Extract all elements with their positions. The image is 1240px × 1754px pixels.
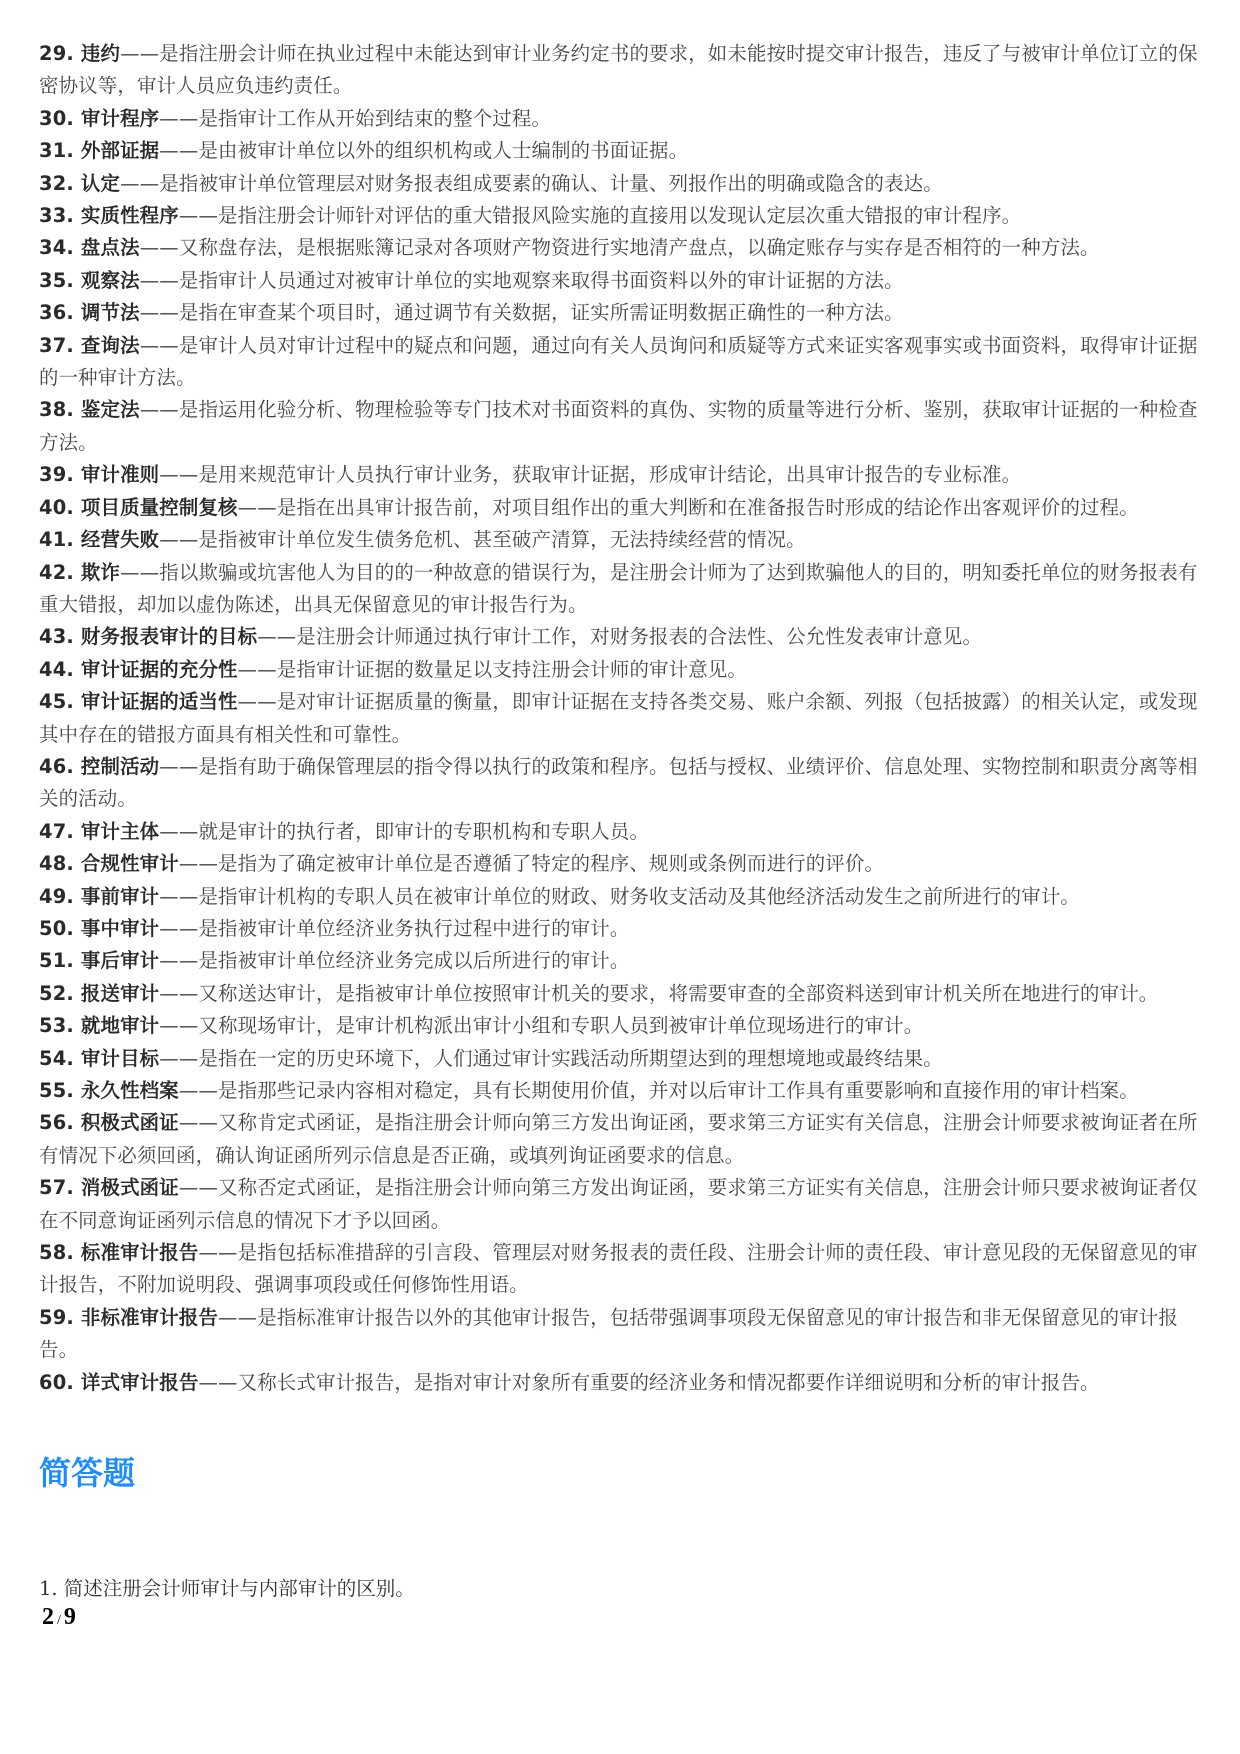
glossary-item: [39, 654, 1211, 686]
glossary-item: [39, 297, 1211, 329]
glossary-term: 30. 审计程序: [39, 106, 160, 130]
glossary-definition: ——就是审计的执行者，即审计的专职机构和专职人员。: [159, 819, 650, 843]
glossary-item: [39, 557, 1211, 622]
glossary-definition: ——是指注册会计师针对评估的重大错报风险实施的直接用以发现认定层次重大错报的审计程序。: [178, 204, 1022, 228]
glossary-term: 48. 合规性审计: [39, 852, 179, 876]
glossary-definition: ——是指审计工作从开始到结束的整个过程。: [159, 106, 552, 130]
glossary-term: 58. 标准审计报告: [39, 1241, 199, 1265]
glossary-item: [39, 168, 1211, 200]
glossary-term: 37. 查询法: [39, 333, 140, 357]
glossary-item: [39, 848, 1211, 880]
glossary-item: [39, 978, 1211, 1010]
page-separator: /: [57, 1613, 61, 1628]
glossary-term: 59. 非标准审计报告: [39, 1305, 219, 1329]
page-total: 9: [63, 1604, 76, 1630]
glossary-definition: ——是注册会计师通过执行审计工作，对财务报表的合法性、公允性发表审计意见。: [257, 625, 983, 649]
glossary-definition: ——又称送达审计，是指被审计单位按照审计机关的要求，将需要审查的全部资料送到审计机关所在地进行的审计。: [159, 981, 1159, 1005]
glossary-item: [39, 751, 1211, 816]
glossary-term: 50. 事中审计: [39, 916, 160, 940]
glossary-definition: ——是指被审计单位经济业务执行过程中进行的审计。: [159, 916, 630, 940]
glossary-term: 35. 观察法: [39, 268, 140, 292]
glossary-item: [39, 1367, 1211, 1399]
glossary-item: [39, 621, 1211, 653]
glossary-term: 43. 财务报表审计的目标: [39, 625, 258, 649]
glossary-definition: ——是指被审计单位经济业务完成以后所进行的审计。: [159, 949, 630, 973]
glossary-definition: ——是指运用化验分析、物理检验等专门技术对书面资料的真伪、实物的质量等进行分析、鉴别，获取审计证据的一种检查方法。: [39, 398, 1198, 454]
glossary-definition: ——又称盘存法，是根据账簿记录对各项财产物资进行实地清产盘点，以确定账存与实存是否相符的一种方法。: [139, 236, 1100, 260]
glossary-definition: ——是指在审查某个项目时，通过调节有关数据，证实所需证明数据正确性的一种方法。: [139, 301, 904, 325]
glossary-term: 52. 报送审计: [39, 981, 160, 1005]
glossary-definition: ——是指那些记录内容相对稳定，具有长期使用价值，并对以后审计工作具有重要影响和直接作用的审计档案。: [178, 1079, 1139, 1102]
glossary-item: [39, 1302, 1211, 1367]
glossary-term: 32. 认定: [39, 171, 121, 195]
glossary-item: [39, 330, 1211, 395]
glossary-definition: ——是指为了确定被审计单位是否遵循了特定的程序、规则或条例而进行的评价。: [178, 852, 885, 876]
glossary-definition: ——是由被审计单位以外的组织机构或人士编制的书面证据。: [159, 139, 689, 163]
glossary-definition: ——是指被审计单位管理层对财务报表组成要素的确认、计量、列报作出的明确或隐含的表达。: [120, 171, 943, 195]
glossary-term: 44. 审计证据的充分性: [39, 657, 238, 681]
glossary-list: [39, 38, 1211, 1399]
glossary-item: [39, 881, 1211, 913]
glossary-term: 51. 事后审计: [39, 949, 160, 973]
glossary-definition: ——是指有助于确保管理层的指令得以执行的政策和程序。包括与授权、业绩评价、信息处理、实物控制和职责分离等相关的活动。: [39, 754, 1198, 811]
glossary-definition: ——是指包括标准措辞的引言段、管理层对财务报表的责任段、注册会计师的责任段、审计意见段的无保留意见的审计报告，不附加说明段、强调事项段或任何修饰性用语。: [39, 1241, 1198, 1297]
glossary-item: [39, 945, 1211, 977]
glossary-item: [39, 103, 1211, 135]
glossary-definition: ——是指注册会计师在执业过程中未能达到审计业务约定书的要求，如未能按时提交审计报告，违反了与被审计单位订立的保密协议等，审计人员应负违约责任。: [39, 42, 1198, 98]
glossary-definition: ——是指审计证据的数量足以支持注册会计师的审计意见。: [237, 657, 747, 681]
page-current: 2: [42, 1604, 54, 1630]
glossary-term: 47. 审计主体: [39, 819, 160, 843]
glossary-item: [39, 1107, 1211, 1172]
glossary-term: 54. 审计目标: [39, 1046, 160, 1070]
glossary-item: [39, 1010, 1211, 1042]
glossary-term: 38. 鉴定法: [39, 398, 140, 422]
glossary-term: 56. 积极式函证: [39, 1111, 179, 1135]
glossary-item: [39, 686, 1211, 751]
glossary-definition: ——是审计人员对审计过程中的疑点和问题，通过向有关人员询问和质疑等方式来证实客观事实或书面资料，取得审计证据的一种审计方法。: [39, 333, 1198, 390]
glossary-item: [39, 1043, 1211, 1075]
glossary-definition: ——是用来规范审计人员执行审计业务，获取审计证据，形成审计结论，出具审计报告的专业标准。: [159, 463, 1022, 487]
glossary-term: 46. 控制活动: [39, 754, 160, 778]
glossary-term: 29. 违约: [39, 42, 121, 65]
glossary-definition: ——是指被审计单位发生债务危机、甚至破产清算，无法持续经营的情况。: [159, 528, 806, 552]
glossary-item: [39, 135, 1211, 167]
glossary-term: 53. 就地审计: [39, 1014, 160, 1038]
glossary-term: 34. 盘点法: [39, 236, 140, 260]
page-number: [42, 1604, 76, 1631]
glossary-item: [39, 492, 1211, 524]
glossary-term: 31. 外部证据: [39, 139, 160, 163]
glossary-term: 45. 审计证据的适当性: [39, 690, 238, 714]
glossary-definition: ——又称否定式函证，是指注册会计师向第三方发出询证函，要求第三方证实有关信息，注册会计师只要求被询证者仅在不同意询证函列示信息的情况下才予以回函。: [39, 1176, 1198, 1232]
glossary-item: [39, 265, 1211, 297]
glossary-item: [39, 524, 1211, 556]
glossary-term: 40. 项目质量控制复核: [39, 495, 238, 519]
glossary-item: [39, 1075, 1211, 1107]
glossary-term: 57. 消极式函证: [39, 1176, 179, 1200]
glossary-item: [39, 394, 1211, 459]
glossary-definition: ——是指审计人员通过对被审计单位的实地观察来取得书面资料以外的审计证据的方法。: [139, 268, 904, 292]
glossary-term: 42. 欺诈: [39, 560, 121, 584]
glossary-item: [39, 816, 1211, 848]
glossary-definition: ——又称长式审计报告，是指对审计对象所有重要的经济业务和情况都要作详细说明和分析的审计报告。: [198, 1370, 1100, 1394]
glossary-definition: ——是指在出具审计报告前，对项目组作出的重大判断和在准备报告时形成的结论作出客观评价的过程。: [237, 495, 1139, 519]
glossary-term: 55. 永久性档案: [39, 1079, 179, 1102]
glossary-definition: ——是指在一定的历史环境下，人们通过审计实践活动所期望达到的理想境地或最终结果。: [159, 1046, 943, 1070]
glossary-term: 33. 实质性程序: [39, 204, 179, 228]
glossary-term: 36. 调节法: [39, 301, 140, 325]
glossary-definition: ——又称现场审计，是审计机构派出审计小组和专职人员到被审计单位现场进行的审计。: [159, 1014, 924, 1038]
glossary-item: [39, 459, 1211, 491]
glossary-item: [39, 232, 1211, 264]
glossary-definition: ——是指审计机构的专职人员在被审计单位的财政、财务收支活动及其他经济活动发生之前所进行的审计。: [159, 884, 1081, 908]
glossary-item: [39, 1172, 1211, 1237]
section-heading: 简答题: [39, 1454, 136, 1492]
glossary-item: [39, 38, 1211, 103]
glossary-term: 39. 审计准则: [39, 463, 160, 487]
glossary-definition: ——是指标准审计报告以外的其他审计报告，包括带强调事项段无保留意见的审计报告和非无保留意见的审计报告。: [39, 1305, 1178, 1362]
glossary-term: 49. 事前审计: [39, 884, 160, 908]
glossary-item: [39, 1237, 1211, 1302]
question-item: 1. 简述注册会计师审计与内部审计的区别。: [39, 1577, 415, 1600]
glossary-term: 60. 详式审计报告: [39, 1370, 199, 1394]
glossary-definition: ——指以欺骗或坑害他人为目的的一种故意的错误行为，是注册会计师为了达到欺骗他人的目的，明知委托单位的财务报表有重大错报，却加以虚伪陈述，出具无保留意见的审计报告行为。: [39, 560, 1198, 616]
glossary-term: 41. 经营失败: [39, 528, 160, 552]
glossary-definition: ——又称肯定式函证，是指注册会计师向第三方发出询证函，要求第三方证实有关信息，注册会计师要求被询证者在所有情况下必须回函，确认询证函所列示信息是否正确，或填列询证函要求的信息。: [39, 1111, 1198, 1167]
glossary-item: [39, 913, 1211, 945]
glossary-item: [39, 200, 1211, 232]
glossary-definition: ——是对审计证据质量的衡量，即审计证据在支持各类交易、账户余额、列报（包括披露）的相关认定，或发现其中存在的错报方面具有相关性和可靠性。: [39, 690, 1198, 746]
